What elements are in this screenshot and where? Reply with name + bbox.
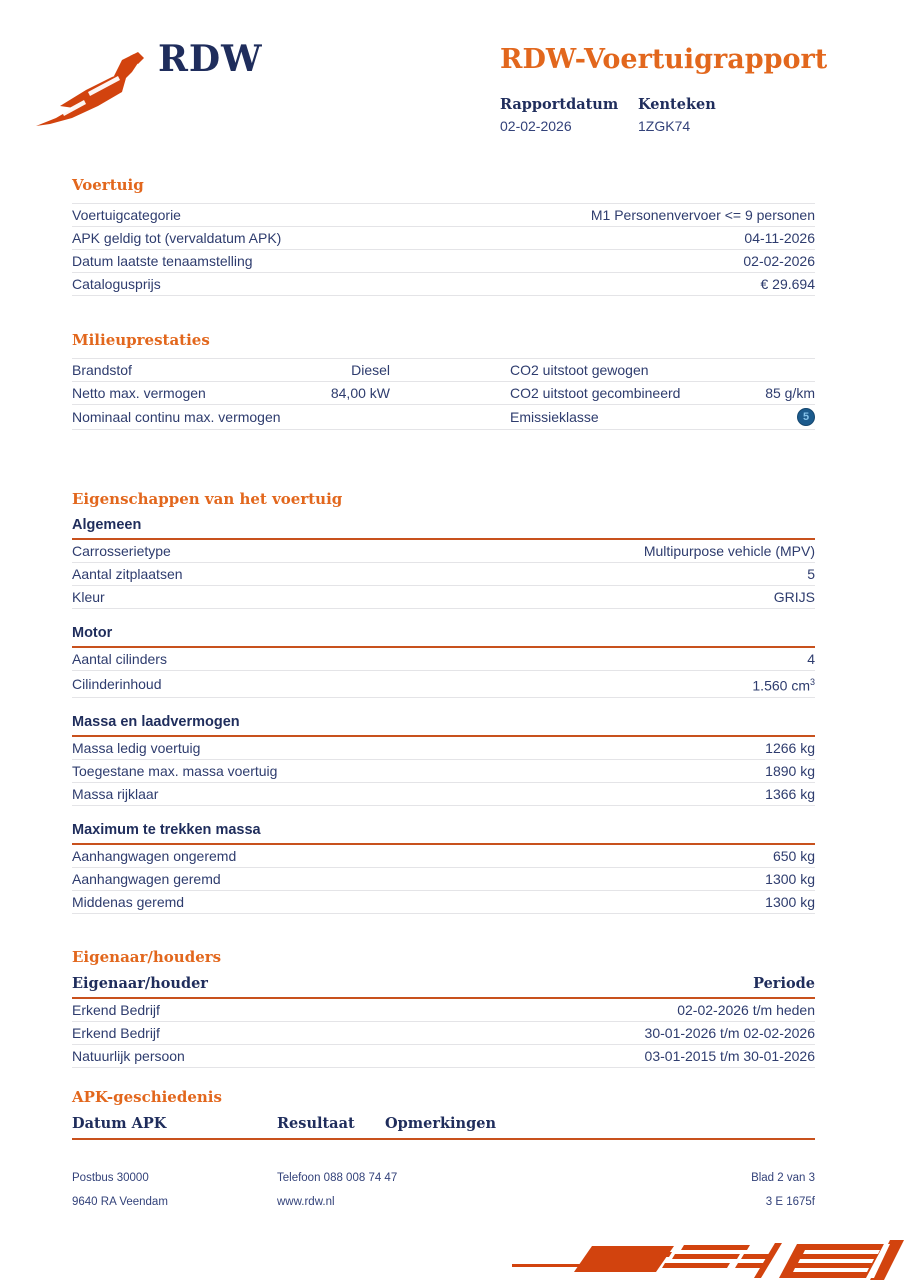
footer-website: www.rdw.nl xyxy=(277,1196,335,1208)
section-apk-geschiedenis xyxy=(72,1088,815,1140)
section-title-apk: APK-geschiedenis xyxy=(72,1088,222,1106)
row-value: € 29.694 xyxy=(760,276,815,292)
page-title: RDW-Voertuigrapport xyxy=(500,44,828,75)
row-label: Toegestane max. massa voertuig xyxy=(72,762,278,779)
footer-page-indicator: Blad 2 van 3 xyxy=(751,1172,815,1184)
footer-address-line1: Postbus 30000 xyxy=(72,1172,149,1184)
table-row xyxy=(72,783,815,806)
table-row xyxy=(72,648,815,671)
row-value: 650 kg xyxy=(772,847,815,864)
section-title-eigenschappen: Eigenschappen van het voertuig xyxy=(72,490,343,508)
row-value: 1300 kg xyxy=(765,870,815,887)
row-value: 1366 kg xyxy=(765,785,815,802)
row-value: Diesel xyxy=(351,362,390,378)
period-cell: 03-01-2015 t/m 30-01-2026 xyxy=(644,1048,815,1064)
row-value: 04-11-2026 xyxy=(744,230,815,246)
row-label: Aanhangwagen ongeremd xyxy=(72,847,237,864)
row-value: 4 xyxy=(807,651,815,667)
row-label: Carrosserietype xyxy=(72,543,171,559)
row-value: 1266 kg xyxy=(765,739,815,756)
owner-cell: Erkend Bedrijf xyxy=(72,1002,160,1018)
row-value: 5 xyxy=(807,566,815,582)
row-value: M1 Personenvervoer <= 9 personen xyxy=(590,207,815,223)
table-row xyxy=(72,586,815,609)
row-label: CO2 uitstoot gewogen xyxy=(510,362,649,378)
rdw-logo-wordmark: RDW xyxy=(158,38,263,80)
section-eigenschappen xyxy=(72,490,815,914)
apk-table-header xyxy=(72,1115,815,1140)
footer-doc-code: 3 E 1675f xyxy=(765,1196,815,1208)
license-plate-value: 1ZGK74 xyxy=(638,118,691,134)
row-label: Catalogusprijs xyxy=(72,276,161,292)
section-voertuig xyxy=(72,176,815,296)
section-milieuprestaties xyxy=(72,331,815,430)
row-label: APK geldig tot (vervaldatum APK) xyxy=(72,230,282,246)
subsection-title-trekken-massa: Maximum te trekken massa xyxy=(72,822,815,845)
column-header-owner: Eigenaar/houder xyxy=(72,975,208,992)
row-value: 85 g/km xyxy=(765,385,815,401)
row-label: Kleur xyxy=(72,589,105,605)
row-label: Nominaal continu max. vermogen xyxy=(72,409,281,425)
table-row xyxy=(72,382,815,405)
period-cell: 02-02-2026 t/m heden xyxy=(677,1002,815,1018)
table-row xyxy=(72,760,815,783)
section-title-eigenaar: Eigenaar/houders xyxy=(72,948,222,966)
table-row xyxy=(72,845,815,868)
table-row xyxy=(72,227,815,250)
row-label: Aantal cilinders xyxy=(72,651,167,667)
rdw-speed-stripes-graphic xyxy=(512,1238,904,1280)
row-label: Aantal zitplaatsen xyxy=(72,566,183,582)
row-value: Multipurpose vehicle (MPV) xyxy=(643,543,815,559)
table-row xyxy=(72,671,815,698)
row-label: CO2 uitstoot gecombineerd xyxy=(510,385,681,401)
row-label: Datum laatste tenaamstelling xyxy=(72,253,253,269)
table-row xyxy=(72,540,815,563)
table-row xyxy=(72,204,815,227)
row-value xyxy=(712,408,815,426)
row-label: Aanhangwagen geremd xyxy=(72,870,221,887)
table-row xyxy=(72,405,815,430)
row-label: Massa ledig voertuig xyxy=(72,739,201,756)
subsection-title-motor: Motor xyxy=(72,625,815,648)
table-row xyxy=(72,1045,815,1068)
column-header-period: Periode xyxy=(753,975,815,992)
table-row xyxy=(72,359,815,382)
table-row xyxy=(72,891,815,914)
footer-phone: Telefoon 088 008 74 47 xyxy=(277,1172,398,1184)
row-label: Netto max. vermogen xyxy=(72,385,206,401)
row-value: GRIJS xyxy=(773,589,815,605)
row-value: 1300 kg xyxy=(765,893,815,910)
rdw-feather-logo-icon xyxy=(34,50,146,130)
owner-cell: Erkend Bedrijf xyxy=(72,1025,160,1041)
row-value: 1.560 $cm^3$ xyxy=(752,677,815,694)
table-row xyxy=(72,737,815,760)
table-row xyxy=(72,273,815,296)
license-plate-label: Kenteken xyxy=(638,96,716,113)
row-label: Brandstof xyxy=(72,362,132,378)
row-label: Massa rijklaar xyxy=(72,785,159,802)
row-value: 1890 kg xyxy=(765,762,815,779)
table-row xyxy=(72,868,815,891)
table-row xyxy=(72,250,815,273)
column-header-datum-apk: Datum APK xyxy=(72,1115,167,1132)
row-label: Cilinderinhoud xyxy=(72,675,162,692)
owner-table-header xyxy=(72,975,815,999)
row-label: Middenas geremd xyxy=(72,893,185,910)
column-header-opmerkingen: Opmerkingen xyxy=(385,1115,496,1132)
row-label: Emissieklasse xyxy=(510,409,599,425)
emission-class-badge: 5 xyxy=(797,408,815,426)
owner-cell: Natuurlijk persoon xyxy=(72,1048,185,1064)
table-row xyxy=(72,999,815,1022)
report-date-label: Rapportdatum xyxy=(500,96,619,113)
period-cell: 30-01-2026 t/m 02-02-2026 xyxy=(644,1025,815,1041)
row-value: 84,00 kW xyxy=(330,385,390,401)
table-row xyxy=(72,1022,815,1045)
subsection-title-massa: Massa en laadvermogen xyxy=(72,714,815,737)
section-eigenaar-houders xyxy=(72,948,815,1068)
table-row xyxy=(72,563,815,586)
section-title-voertuig: Voertuig xyxy=(72,176,144,194)
report-date-value: 02-02-2026 xyxy=(500,118,572,134)
row-label: Voertuigcategorie xyxy=(72,207,181,223)
subsection-title-algemeen: Algemeen xyxy=(72,517,815,540)
footer-address-line2: 9640 RA Veendam xyxy=(72,1196,168,1208)
column-header-resultaat: Resultaat xyxy=(277,1115,355,1132)
row-value: 02-02-2026 xyxy=(743,253,815,269)
section-title-milieuprestaties: Milieuprestaties xyxy=(72,331,210,349)
